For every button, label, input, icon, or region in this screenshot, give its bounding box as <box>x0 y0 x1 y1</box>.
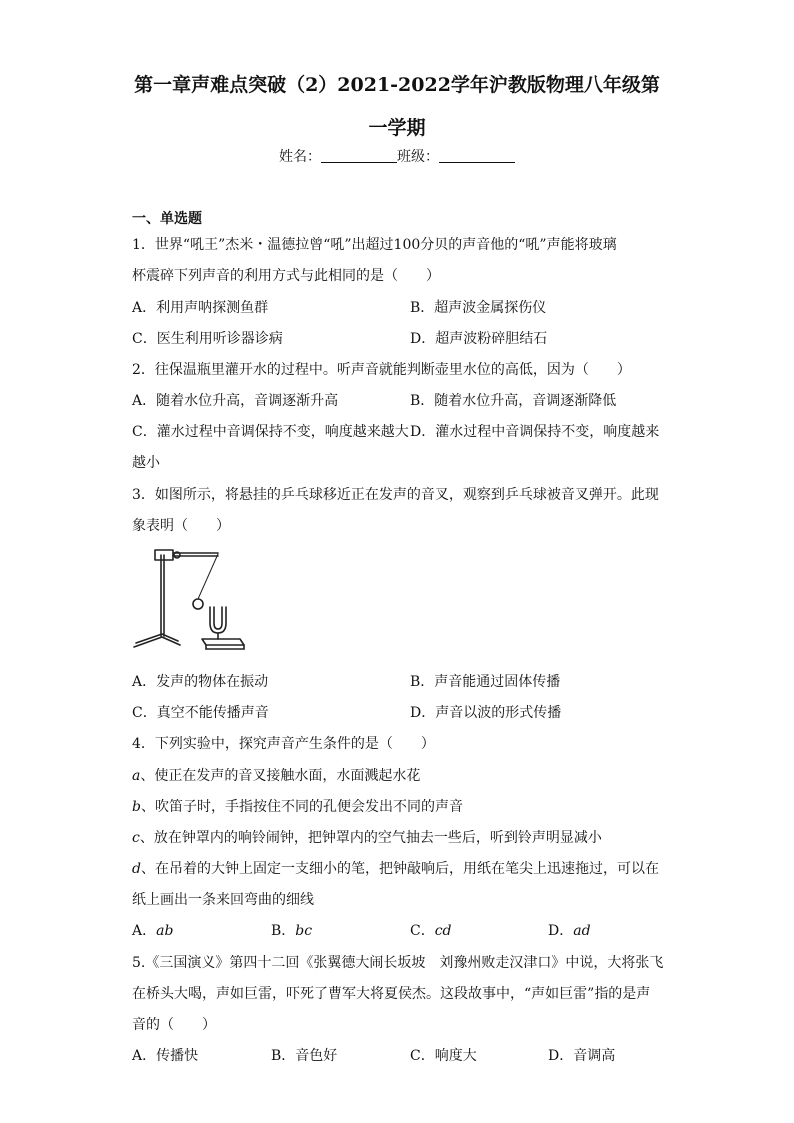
q4-item-a-text: 、使正在发声的音叉接触水面，水面溅起水花 <box>140 768 421 784</box>
q4-stem: 4．下列实验中，探究声音产生条件的是（ ） <box>132 736 435 752</box>
name-blank[interactable] <box>321 148 397 163</box>
section-heading: 一、单选题 <box>132 211 202 227</box>
q1-option-a: A．利用声呐探测鱼群 <box>132 300 269 316</box>
q2-option-d: D．灌水过程中音调保持不变，响度越来 <box>410 424 660 440</box>
q4-item-d-wrap: 纸上画出一条来回弯曲的细线 <box>132 892 314 908</box>
q5-option-c: C．响度大 <box>410 1048 477 1064</box>
q4-option-c-value: cd <box>434 923 452 939</box>
q1-stem-line1: 1．世界“吼王”杰米・温德拉曾“吼”出超过100分贝的声音他的“吼”声能将玻璃 <box>132 237 617 253</box>
q3-option-c: C．真空不能传播声音 <box>132 705 269 721</box>
class-blank[interactable] <box>439 148 515 163</box>
q1-option-b: B．超声波金属探伤仪 <box>410 300 547 316</box>
q2-stem: 2．往保温瓶里灌开水的过程中。听声音就能判断壶里水位的高低，因为（ ） <box>132 362 631 378</box>
q1-option-c: C．医生利用听诊器诊病 <box>132 331 283 347</box>
q4-item-b-text: 、吹笛子时，手指按住不同的孔便会发出不同的声音 <box>140 799 463 815</box>
q4-option-d-prefix: D． <box>548 923 574 939</box>
q4-item-b-letter: b <box>132 799 141 815</box>
q3-option-b: B．声音能通过固体传播 <box>410 674 561 690</box>
q3-option-a: A．发声的物体在振动 <box>132 674 269 690</box>
q3-stem-line1: 3．如图所示，将悬挂的乒乓球移近正在发声的音叉，观察到乒乓球被音叉弹开。此现 <box>132 487 659 503</box>
q4-item-c <box>132 827 602 847</box>
q5-option-d: D．音调高 <box>548 1048 616 1064</box>
q4-option-c <box>410 920 452 940</box>
q5-stem-line3: 音的（ ） <box>132 1017 216 1033</box>
q4-option-a <box>132 920 173 940</box>
q4-option-b-value: bc <box>295 923 313 939</box>
q1-stem-line2: 杯震碎下列声音的利用方式与此相同的是（ ） <box>132 268 440 284</box>
q4-option-c-prefix: C． <box>410 923 435 939</box>
q4-item-d-text: 、在吊着的大钟上固定一支细小的笔，把钟敲响后，用纸在笔尖上迅速拖过，可以在 <box>140 861 659 877</box>
q3-stem-line2: 象表明（ ） <box>132 518 230 534</box>
q2-option-a: A．随着水位升高，音调逐渐升高 <box>132 393 339 409</box>
q4-item-a-letter: a <box>132 768 141 784</box>
q4-item-c-letter: c <box>132 830 140 846</box>
q5-stem-line1: 5.《三国演义》第四十二回《张翼德大闹长坂坡 刘豫州败走汉津口》中说，大将张飞 <box>132 955 664 971</box>
q4-option-b <box>271 920 312 940</box>
page-title: 第一章声难点突破（2）2021-2022学年沪教版物理八年级第 <box>134 74 660 96</box>
q4-option-b-prefix: B． <box>271 923 296 939</box>
q4-option-a-value: ab <box>156 923 174 939</box>
class-label: 班级： <box>397 149 439 165</box>
q2-option-d-wrap: 越小 <box>132 455 160 471</box>
q4-option-d <box>548 920 591 940</box>
q2-option-b: B．随着水位升高，音调逐渐降低 <box>410 393 617 409</box>
q4-option-d-value: ad <box>573 923 591 939</box>
name-label: 姓名： <box>279 149 321 165</box>
tuning-fork-pendulum-figure <box>128 541 246 653</box>
q3-option-d: D．声音以波的形式传播 <box>410 705 562 721</box>
q2-option-c: C．灌水过程中音调保持不变，响度越来越大 <box>132 424 409 440</box>
q4-item-d-letter: d <box>132 861 141 877</box>
q5-option-a: A．传播快 <box>132 1048 199 1064</box>
q4-item-b <box>132 796 463 816</box>
q5-option-b: B．音色好 <box>271 1048 338 1064</box>
q4-item-a <box>132 765 420 785</box>
q1-option-d: D．超声波粉碎胆结石 <box>410 331 548 347</box>
q4-option-a-prefix: A． <box>132 923 157 939</box>
q4-item-c-text: 、放在钟罩内的响铃闹钟，把钟罩内的空气抽去一些后，听到铃声明显减小 <box>139 830 602 846</box>
q5-stem-line2: 在桥头大喝，声如巨雷，吓死了曹军大将夏侯杰。这段故事中，“声如巨雷”指的是声 <box>132 986 651 1002</box>
page-title-continued: 一学期 <box>368 117 426 139</box>
student-info-line <box>0 146 794 166</box>
q4-item-d <box>132 858 659 878</box>
